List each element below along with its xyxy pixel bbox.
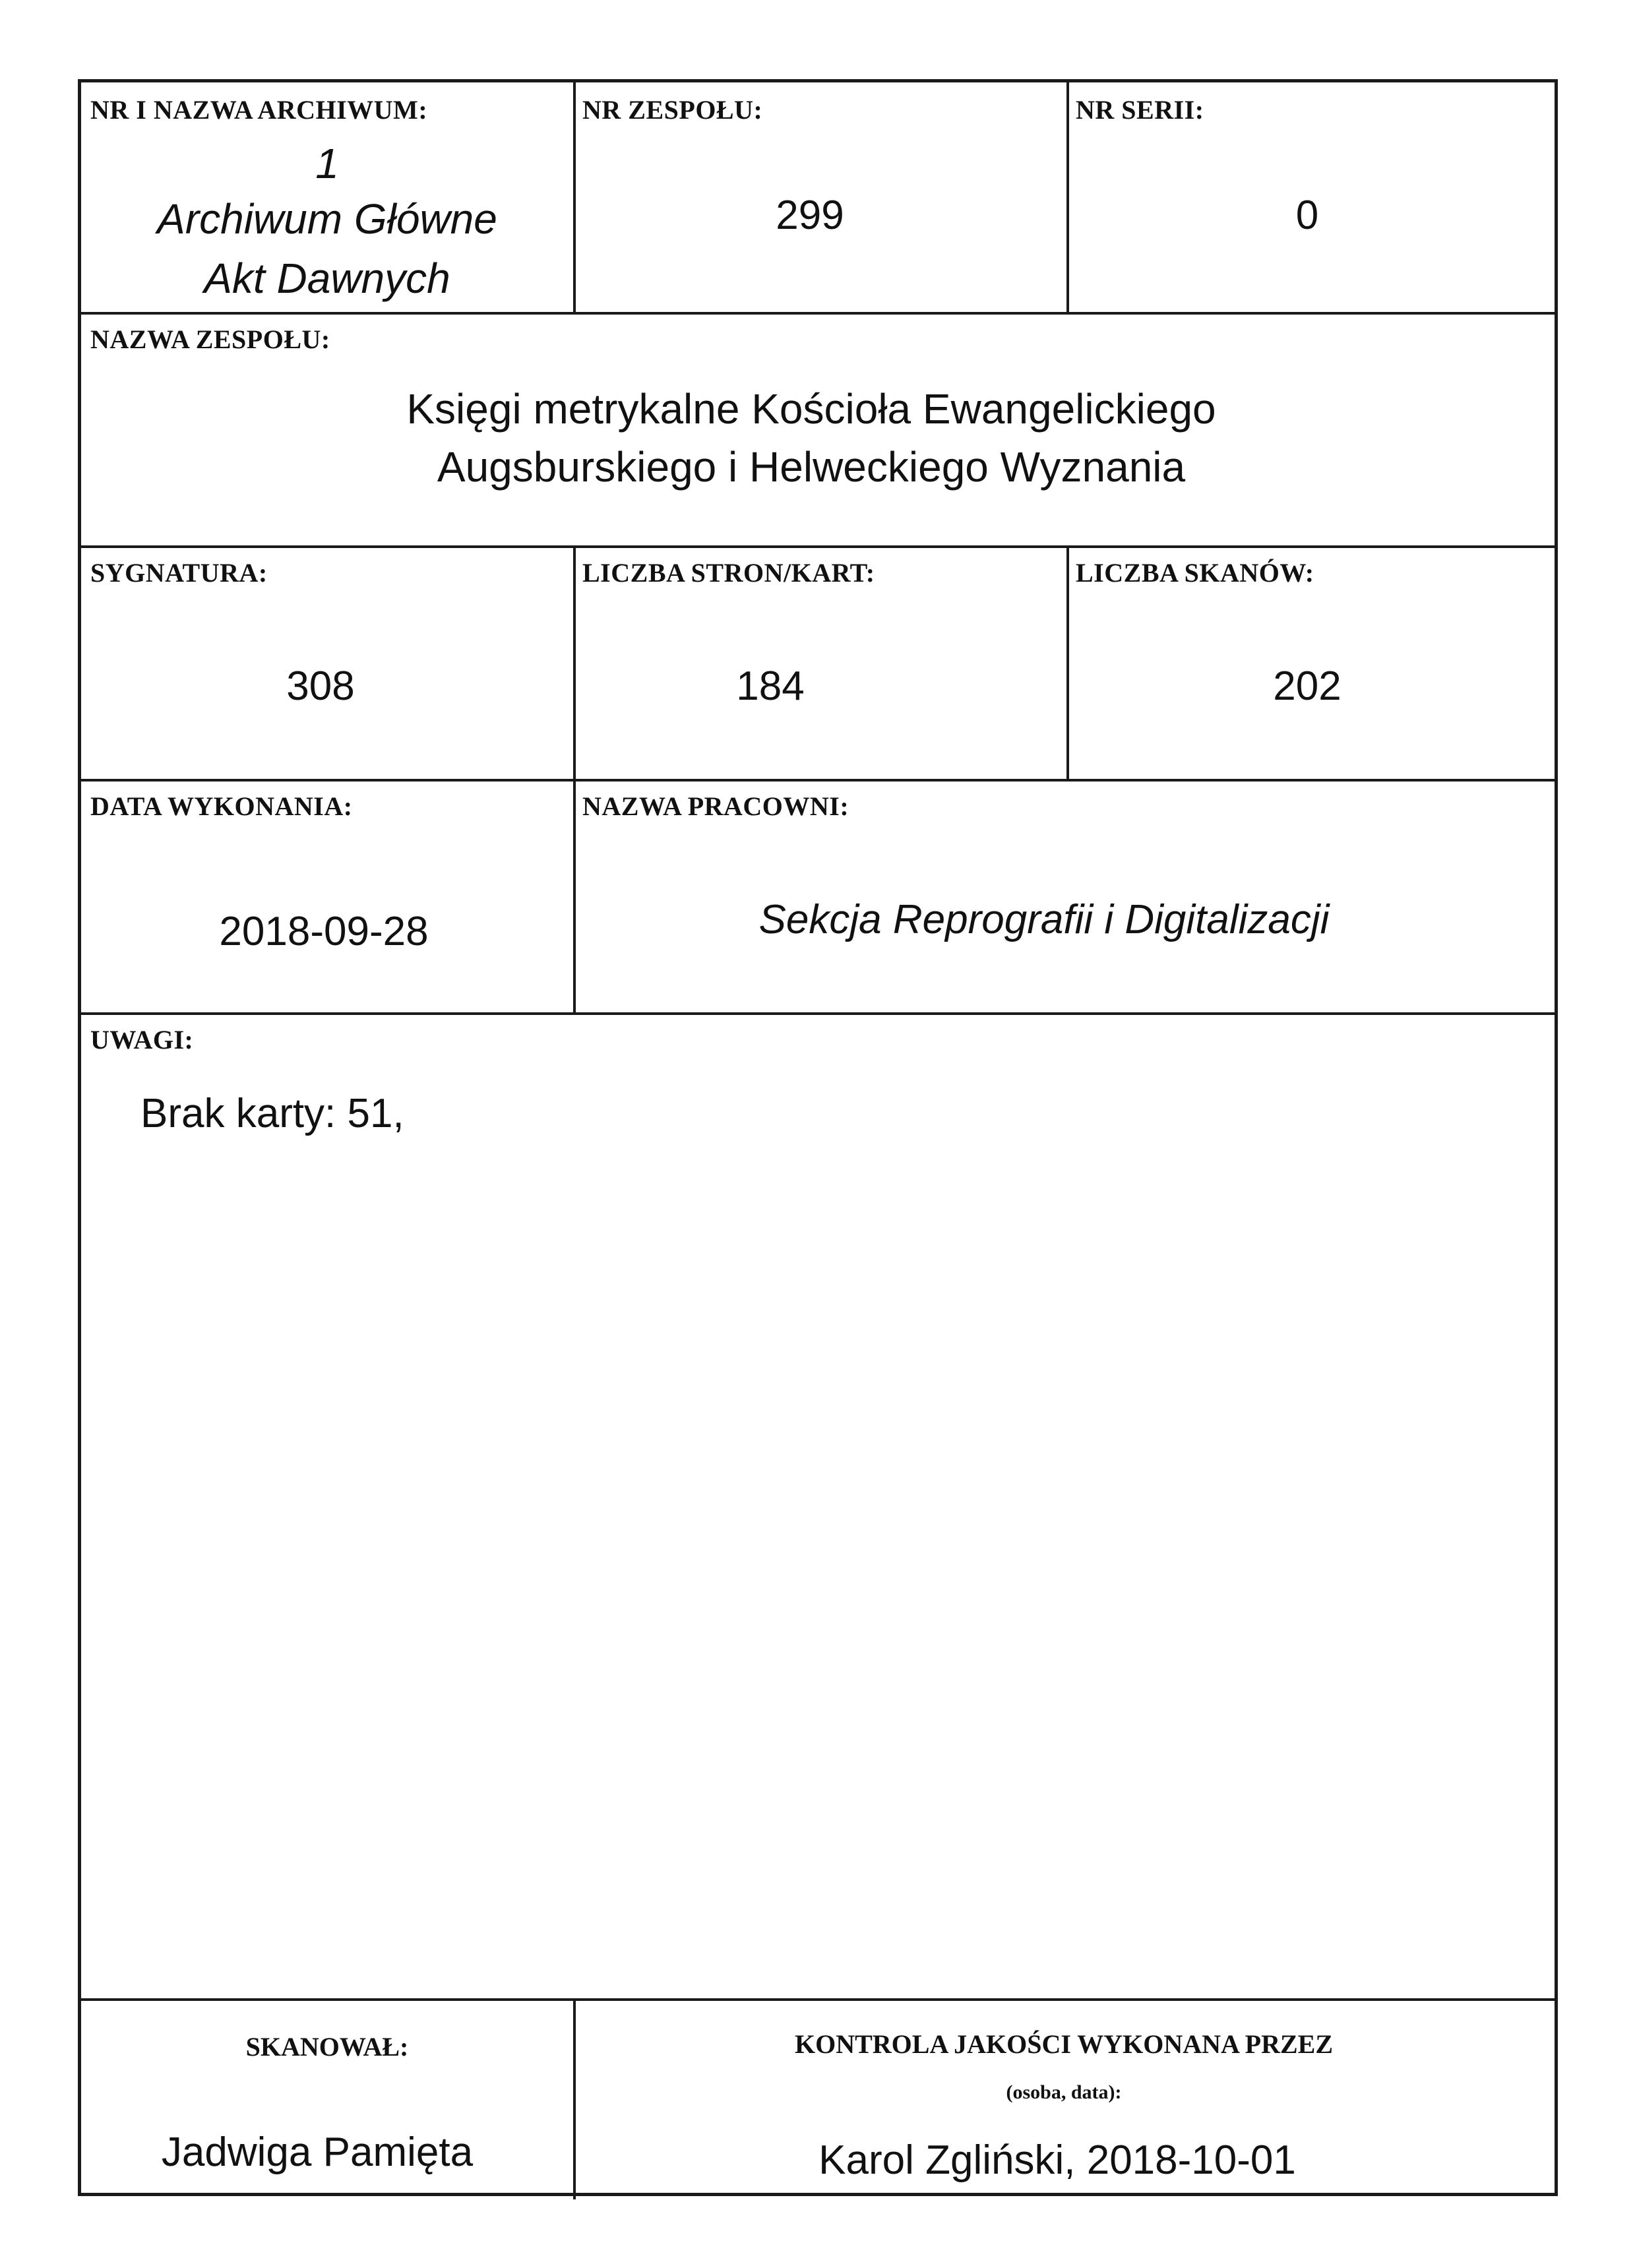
studio-cell	[573, 779, 1555, 1012]
fond-name-label: NAZWA ZESPOŁU:	[90, 324, 330, 354]
studio-value: Sekcja Reprografii i Digitalizacji	[758, 897, 1330, 942]
archive-label: NR I NAZWA ARCHIWUM:	[90, 95, 428, 125]
date-value: 2018-09-28	[219, 909, 429, 954]
scanned-by-value: Jadwiga Pamięta	[161, 2130, 474, 2175]
scans-value: 202	[1273, 663, 1342, 709]
fond-number-cell	[573, 82, 1066, 312]
studio-label: NAZWA PRACOWNI:	[582, 791, 849, 821]
notes-cell	[81, 1012, 1555, 1998]
signature-cell	[81, 545, 573, 779]
qc-sublabel: (osoba, data):	[1006, 2081, 1122, 2103]
pages-value: 184	[736, 663, 805, 709]
signature-label: SYGNATURA:	[90, 558, 268, 588]
signature-value: 308	[286, 663, 355, 709]
fond-name-line2: Augsburskiego i Helweckiego Wyznania	[437, 443, 1186, 491]
archive-name-line1: Archiwum Główne	[157, 195, 497, 243]
metadata-form	[78, 79, 1558, 2196]
scans-label: LICZBA SKANÓW:	[1076, 558, 1314, 588]
series-cell	[1066, 82, 1555, 312]
qc-label: KONTROLA JAKOŚCI WYKONANA PRZEZ	[794, 2029, 1334, 2059]
pages-cell	[573, 545, 1066, 779]
scanned-label: SKANOWAŁ:	[245, 2032, 409, 2062]
series-number: 0	[1295, 193, 1319, 238]
scans-cell	[1066, 545, 1555, 779]
series-label: NR SERII:	[1076, 95, 1204, 125]
pages-label: LICZBA STRON/KART:	[582, 558, 875, 588]
scanned-by-cell	[81, 1998, 573, 2199]
notes-text: Brak karty: 51,	[140, 1091, 404, 1136]
fond-number-label: NR ZESPOŁU:	[582, 95, 763, 125]
date-label: DATA WYKONANIA:	[90, 791, 353, 821]
archive-name-line2: Akt Dawnych	[204, 255, 450, 302]
fond-name-line1: Księgi metrykalne Kościoła Ewangelickiego	[406, 385, 1216, 433]
archive-number: 1	[315, 140, 339, 187]
qc-value: Karol Zgliński, 2018-10-01	[818, 2137, 1296, 2183]
date-cell	[81, 779, 573, 1012]
notes-label: UWAGI:	[90, 1025, 194, 1055]
archive-cell	[81, 82, 573, 312]
fond-name-cell	[81, 312, 1555, 545]
quality-control-cell	[573, 1998, 1555, 2199]
fond-number: 299	[776, 193, 844, 238]
